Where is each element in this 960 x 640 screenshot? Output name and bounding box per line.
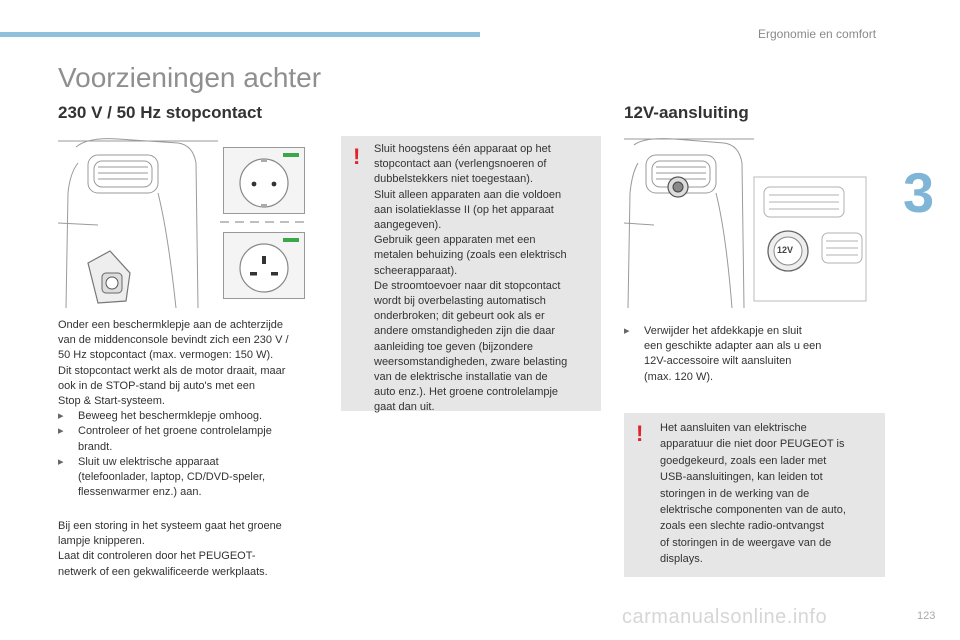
12v-instruction <box>624 324 874 385</box>
page-title: Voorzieningen achter <box>58 62 322 93</box>
separator-dashes <box>218 219 310 225</box>
bullet-marker: ▸ <box>58 410 64 423</box>
warning-icon: ! <box>353 144 361 169</box>
12v-socket-label: 12V <box>777 245 794 255</box>
warning-icon: ! <box>636 421 644 446</box>
intro-text: Onder een beschermklepje aan de achterzijde van de middenconsole bevindt zich een 230 V / 50 Hz stopcontact (max. vermogen: 150 W). Dit stopcontact werkt als de motor draait, maar ook in de STOP-stand bij auto's met een Stop & Start-systeem. ▸ Beweeg het beschermklepje omhoog. ▸ Controleer of het groene controlelampje brandt. ▸ Sluit uw elektrische apparaat (telefoonlader, laptop, CD/DVD-speler, flessenwarmer enz.) aan. <box>58 318 328 500</box>
section-heading-230v: 230 V / 50 Hz stopcontact <box>58 103 263 122</box>
bullet-marker: ▸ <box>624 325 630 337</box>
warning-text: Sluit hoogstens één apparaat op het stopcontact aan (verlengsnoeren of dubbelstekkers niet toegestaan). Sluit alleen apparaten aan die voldoen aan isolatieklasse II (op het apparaat aangegeven). Gebruik geen apparaten met een metalen behuizing (zoals een elektrisch scheerapparaat). De stroomtoevoer naar dit stopcontact wordt bij overbelasting automatisch onderbroken; dit gebeurt ook als er andere omstandigheden zijn die daar aanleiding toe geven (bijzondere weersomstandigheden, zware belasting van de elektrische installatie van de auto enz.). Het groene controlelampje gaat dan uit. <box>374 143 568 414</box>
top-accent-bar <box>0 32 480 37</box>
bullet-marker: ▸ <box>58 455 64 468</box>
uk-socket-icon <box>223 232 305 299</box>
section-heading-12v: 12V-aansluiting <box>624 103 749 122</box>
list-item: ▸ Verwijder het afdekkapje en sluit een geschikte adapter aan als u een 12V-accessoire wilt aansluiten (max. 120 W). <box>624 324 874 385</box>
watermark: carmanualsonline.info <box>622 606 828 628</box>
chapter-number: 3 <box>903 161 935 224</box>
rear-console-illustration <box>58 133 218 308</box>
page-number: 123 <box>917 610 936 622</box>
warning-text: Het aansluiten van elektrische apparatuur die niet door PEUGEOT is goedgekeurd, zoals een lader met USB-aansluitingen, kan leiden tot storingen in de werking van de elektrische componenten van de auto, zoals een slechte radio-ontvangst of storingen in de weergave van de displays. <box>660 422 846 566</box>
warning-box-12v <box>624 413 885 577</box>
list-item: ▸ Beweeg het beschermklepje omhoog. <box>58 409 328 424</box>
storing-text: Bij een storing in het systeem gaat het groene lampje knipperen. Laat dit controleren door het PEUGEOT- netwerk of een gekwalificeerde werkplaats. <box>58 520 282 578</box>
list-item: ▸ Controleer of het groene controlelampje brandt. <box>58 424 328 454</box>
schuko-socket-icon <box>223 147 305 214</box>
12v-console-illustration <box>624 133 874 308</box>
socket-flap <box>88 251 130 303</box>
zoom-box <box>754 177 866 301</box>
list-item: ▸ Sluit uw elektrische apparaat (telefoonlader, laptop, CD/DVD-speler, flessenwarmer enz.) aan. <box>58 455 328 501</box>
bullet-marker: ▸ <box>58 425 64 438</box>
warning-box-230v <box>341 136 601 414</box>
section-header: Ergonomie en comfort <box>758 27 877 41</box>
